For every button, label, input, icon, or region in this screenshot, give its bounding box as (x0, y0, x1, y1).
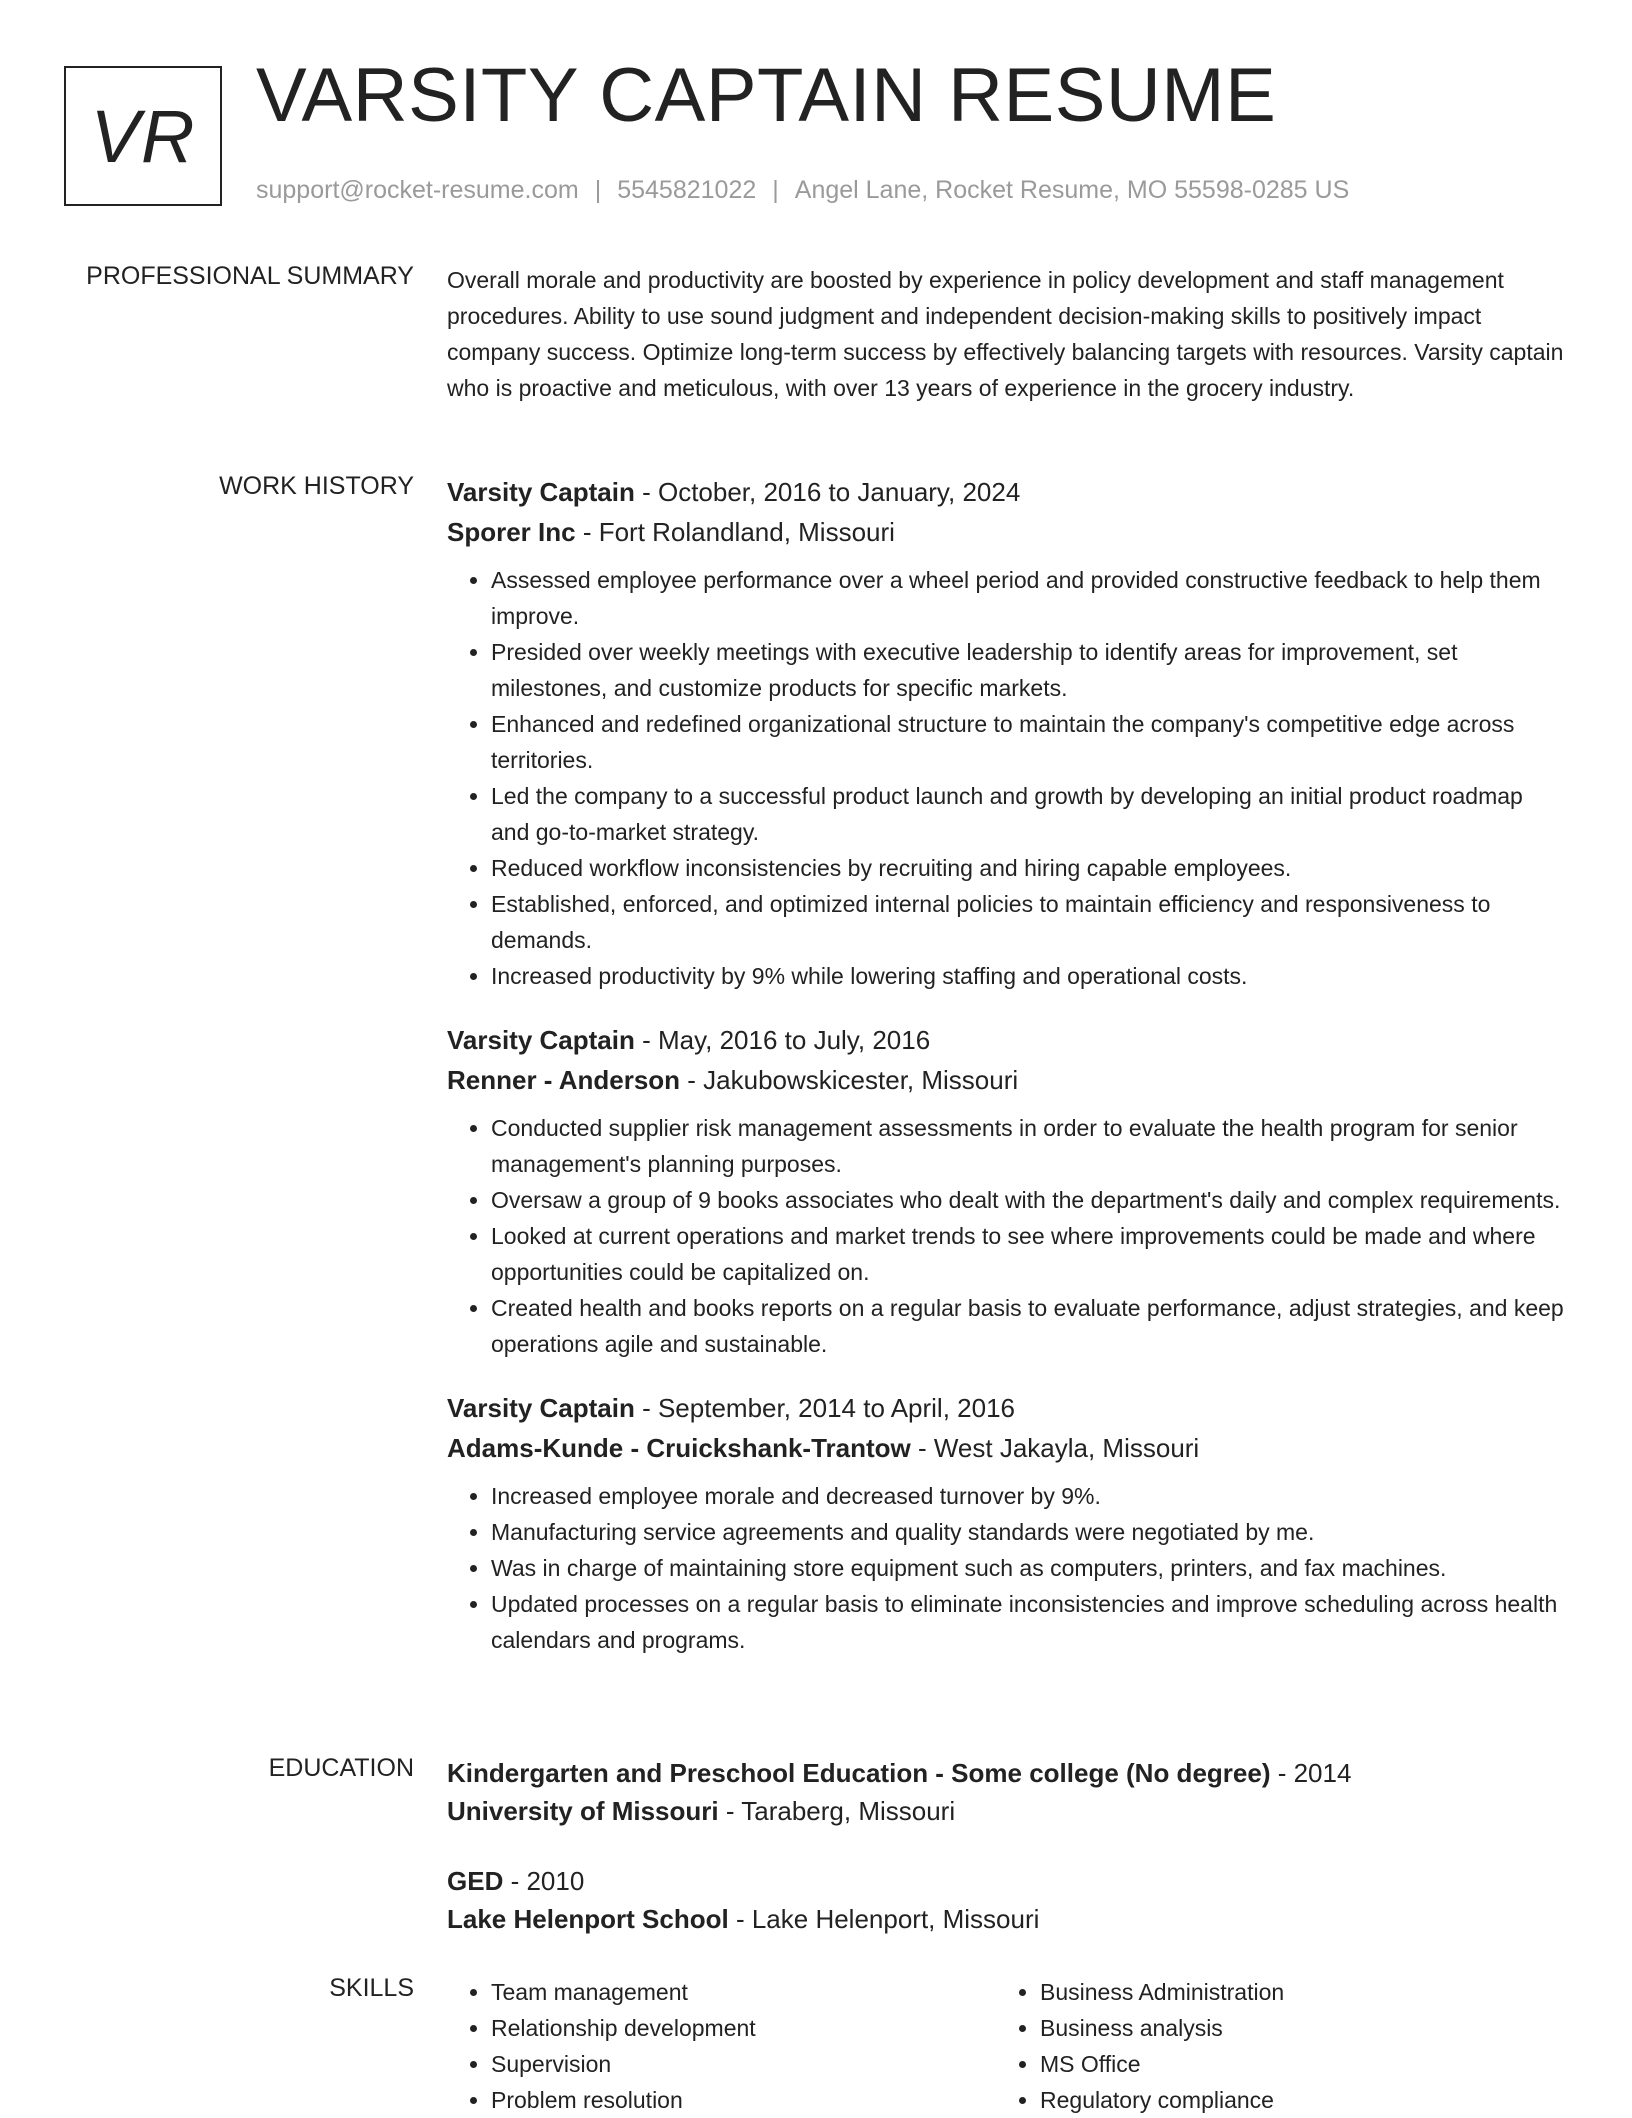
job-title-line (447, 472, 1567, 512)
education-year: - 2014 (1270, 1758, 1352, 1788)
education-school-line (447, 1792, 1567, 1830)
job-bullet: • Increased productivity by 9% while lowering staffing and operational costs. (491, 958, 1567, 994)
contact-separator: | (772, 176, 779, 204)
education-degree-line (447, 1754, 1567, 1792)
contact-address: Angel Lane, Rocket Resume, MO 55598-0285 US (794, 176, 1350, 204)
skill-item: • Supervision (491, 2046, 996, 2082)
education-list (447, 1754, 1567, 1970)
job-bullet: • Increased employee morale and decreased turnover by 9%. (491, 1478, 1567, 1514)
job-title-line (447, 1020, 1567, 1060)
job-title: Varsity Captain (447, 477, 635, 507)
skill-item: • MS Office (1040, 2046, 1545, 2082)
education-school: Lake Helenport School (447, 1904, 729, 1934)
job-title-line (447, 1388, 1567, 1428)
job-location: - Jakubowskicester, Missouri (680, 1065, 1019, 1095)
job-title: Varsity Captain (447, 1393, 635, 1423)
contact-phone: 5545821022 (617, 176, 757, 204)
job-location: - West Jakayla, Missouri (910, 1433, 1200, 1463)
job-company: Renner - Anderson (447, 1065, 681, 1095)
job-bullets (447, 562, 1567, 994)
job-entry (447, 1020, 1567, 1362)
education-entry (447, 1862, 1567, 1938)
job-bullet: • Established, enforced, and optimized internal policies to maintain efficiency and responsiveness to demands. (491, 886, 1567, 958)
job-entry (447, 1388, 1567, 1658)
job-bullet: • Updated processes on a regular basis to eliminate inconsistencies and improve scheduling across health calendars and programs. (491, 1586, 1567, 1658)
job-bullet: • Reduced workflow inconsistencies by recruiting and hiring capable employees. (491, 850, 1567, 886)
job-company: Sporer Inc (447, 517, 576, 547)
skills-columns (447, 1974, 1567, 2118)
job-title: Varsity Captain (447, 1025, 635, 1055)
work-history-list (447, 472, 1567, 1684)
skill-item: • Problem resolution (491, 2082, 996, 2118)
job-location: - Fort Rolandland, Missouri (575, 517, 895, 547)
job-bullet: • Looked at current operations and market trends to see where improvements could be made and where opportunities could be capitalized on. (491, 1218, 1567, 1290)
contact-line (256, 176, 1349, 205)
job-company-line (447, 1060, 1567, 1100)
job-company-line (447, 512, 1567, 552)
education-year: - 2010 (503, 1866, 585, 1896)
education-location: - Taraberg, Missouri (718, 1796, 956, 1826)
skills-column-right (996, 1974, 1545, 2118)
job-bullet: • Manufacturing service agreements and quality standards were negotiated by me. (491, 1514, 1567, 1550)
job-bullet: • Oversaw a group of 9 books associates who dealt with the department's daily and complex requirements. (491, 1182, 1567, 1218)
education-school: University of Missouri (447, 1796, 719, 1826)
education-degree: GED (447, 1866, 504, 1896)
skill-item: • Business Administration (1040, 1974, 1545, 2010)
education-degree-line (447, 1862, 1567, 1900)
education-location: - Lake Helenport, Missouri (728, 1904, 1040, 1934)
job-company: Adams-Kunde - Cruickshank-Trantow (447, 1433, 911, 1463)
education-entry (447, 1754, 1567, 1830)
skill-item: • Regulatory compliance (1040, 2082, 1545, 2118)
section-label-education: EDUCATION (268, 1754, 414, 1782)
section-label-skills: SKILLS (329, 1974, 414, 2002)
job-bullets (447, 1110, 1567, 1362)
contact-separator: | (594, 176, 602, 204)
job-entry (447, 472, 1567, 994)
job-bullet: • Was in charge of maintaining store equipment such as computers, printers, and fax machines. (491, 1550, 1567, 1586)
education-school-line (447, 1900, 1567, 1938)
job-bullets (447, 1478, 1567, 1658)
job-bullet: • Assessed employee performance over a wheel period and provided constructive feedback to help them improve. (491, 562, 1567, 634)
job-bullet: • Conducted supplier risk management assessments in order to evaluate the health program for senior management's planning purposes. (491, 1110, 1567, 1182)
job-bullet: • Led the company to a successful product launch and growth by developing an initial product roadmap and go-to-market strategy. (491, 778, 1567, 850)
job-dates: - May, 2016 to July, 2016 (634, 1025, 931, 1055)
job-bullet: • Created health and books reports on a regular basis to evaluate performance, adjust strategies, and keep operations agile and sustainable. (491, 1290, 1567, 1362)
skills-column-left (447, 1974, 996, 2118)
skill-item: • Team management (491, 1974, 996, 2010)
section-label-work-history: WORK HISTORY (219, 472, 414, 500)
resume-title: VARSITY CAPTAIN RESUME (256, 53, 1277, 138)
skill-item: • Business analysis (1040, 2010, 1545, 2046)
section-label-summary: PROFESSIONAL SUMMARY (86, 262, 414, 290)
monogram: VR (64, 66, 222, 206)
job-dates: - September, 2014 to April, 2016 (634, 1393, 1015, 1423)
job-dates: - October, 2016 to January, 2024 (634, 477, 1021, 507)
education-degree: Kindergarten and Preschool Education - Some college (No degree) (447, 1758, 1271, 1788)
job-company-line (447, 1428, 1567, 1468)
summary-text: Overall morale and productivity are boosted by experience in policy development and staff management procedures. Ability to use sound judgment and independent decision-making skills to positively impact company success. Optimize long-term success by effectively balancing targets with resources. Varsity captain who is proactive and meticulous, with over 13 years of experience in the grocery industry. (447, 267, 1564, 401)
job-bullet: • Presided over weekly meetings with executive leadership to identify areas for improvement, set milestones, and customize products for specific markets. (491, 634, 1567, 706)
contact-email: support@rocket-resume.com (256, 176, 579, 204)
job-bullet: • Enhanced and redefined organizational structure to maintain the company's competitive edge across territories. (491, 706, 1567, 778)
skill-item: • Relationship development (491, 2010, 996, 2046)
